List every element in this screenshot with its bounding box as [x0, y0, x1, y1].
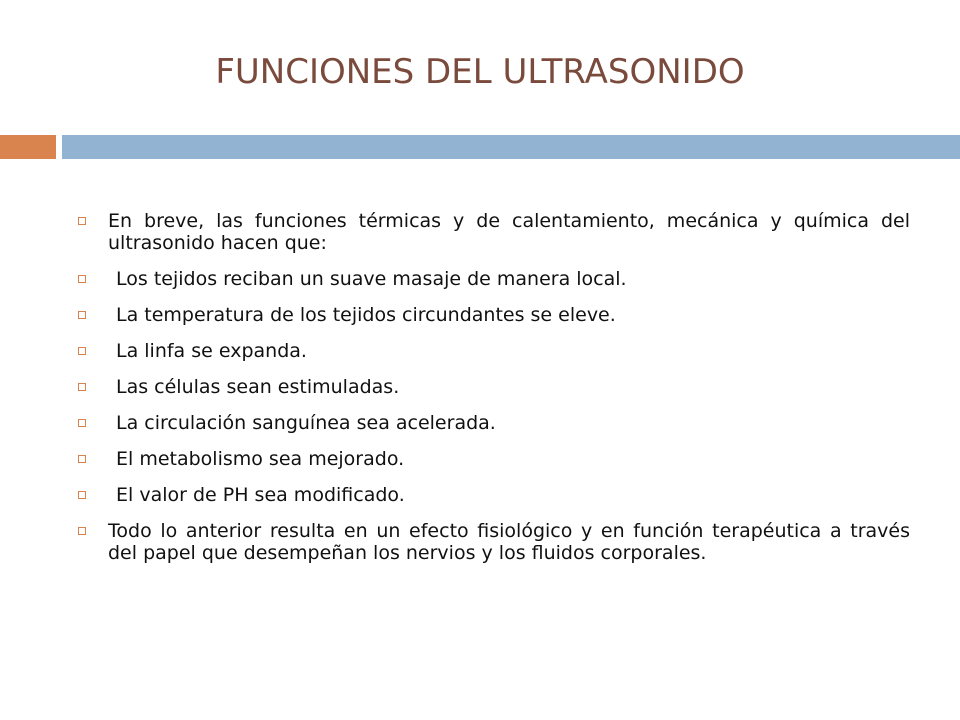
list-item: [74, 484, 910, 506]
list-item-text: Todo lo anterior resulta en un efecto fisiológico y en función terapéutica a través del papel que desempeñan los nervios y los fluidos corporales.: [108, 520, 910, 564]
list-item: [74, 210, 910, 254]
list-item-text: El metabolismo sea mejorado.: [116, 448, 405, 470]
list-item: [74, 520, 910, 564]
square-bullet-icon: [78, 383, 86, 391]
accent-bar-left: [0, 135, 56, 159]
square-bullet-icon: [78, 527, 86, 535]
list-item-text: Los tejidos reciban un suave masaje de manera local.: [116, 268, 627, 290]
list-item: [74, 268, 910, 290]
list-item-text: En breve, las funciones térmicas y de calentamiento, mecánica y química del ultrasonido hacen que:: [108, 210, 910, 254]
list-item: [74, 376, 910, 398]
list-item-text: La linfa se expanda.: [116, 340, 307, 362]
slide-title: FUNCIONES DEL ULTRASONIDO: [215, 52, 745, 92]
list-item: [74, 304, 910, 326]
list-item-text: La circulación sanguínea sea acelerada.: [116, 412, 496, 434]
bullet-list: [74, 210, 910, 564]
square-bullet-icon: [78, 347, 86, 355]
square-bullet-icon: [78, 491, 86, 499]
list-item: [74, 412, 910, 434]
square-bullet-icon: [78, 419, 86, 427]
square-bullet-icon: [78, 311, 86, 319]
list-item-text: La temperatura de los tejidos circundantes se eleve.: [116, 304, 616, 326]
list-item-text: El valor de PH sea modificado.: [116, 484, 405, 506]
list-item: [74, 340, 910, 362]
accent-bar-right: [62, 135, 960, 159]
square-bullet-icon: [78, 455, 86, 463]
square-bullet-icon: [78, 275, 86, 283]
square-bullet-icon: [78, 217, 86, 225]
list-item-text: Las células sean estimuladas.: [116, 376, 400, 398]
list-item: [74, 448, 910, 470]
